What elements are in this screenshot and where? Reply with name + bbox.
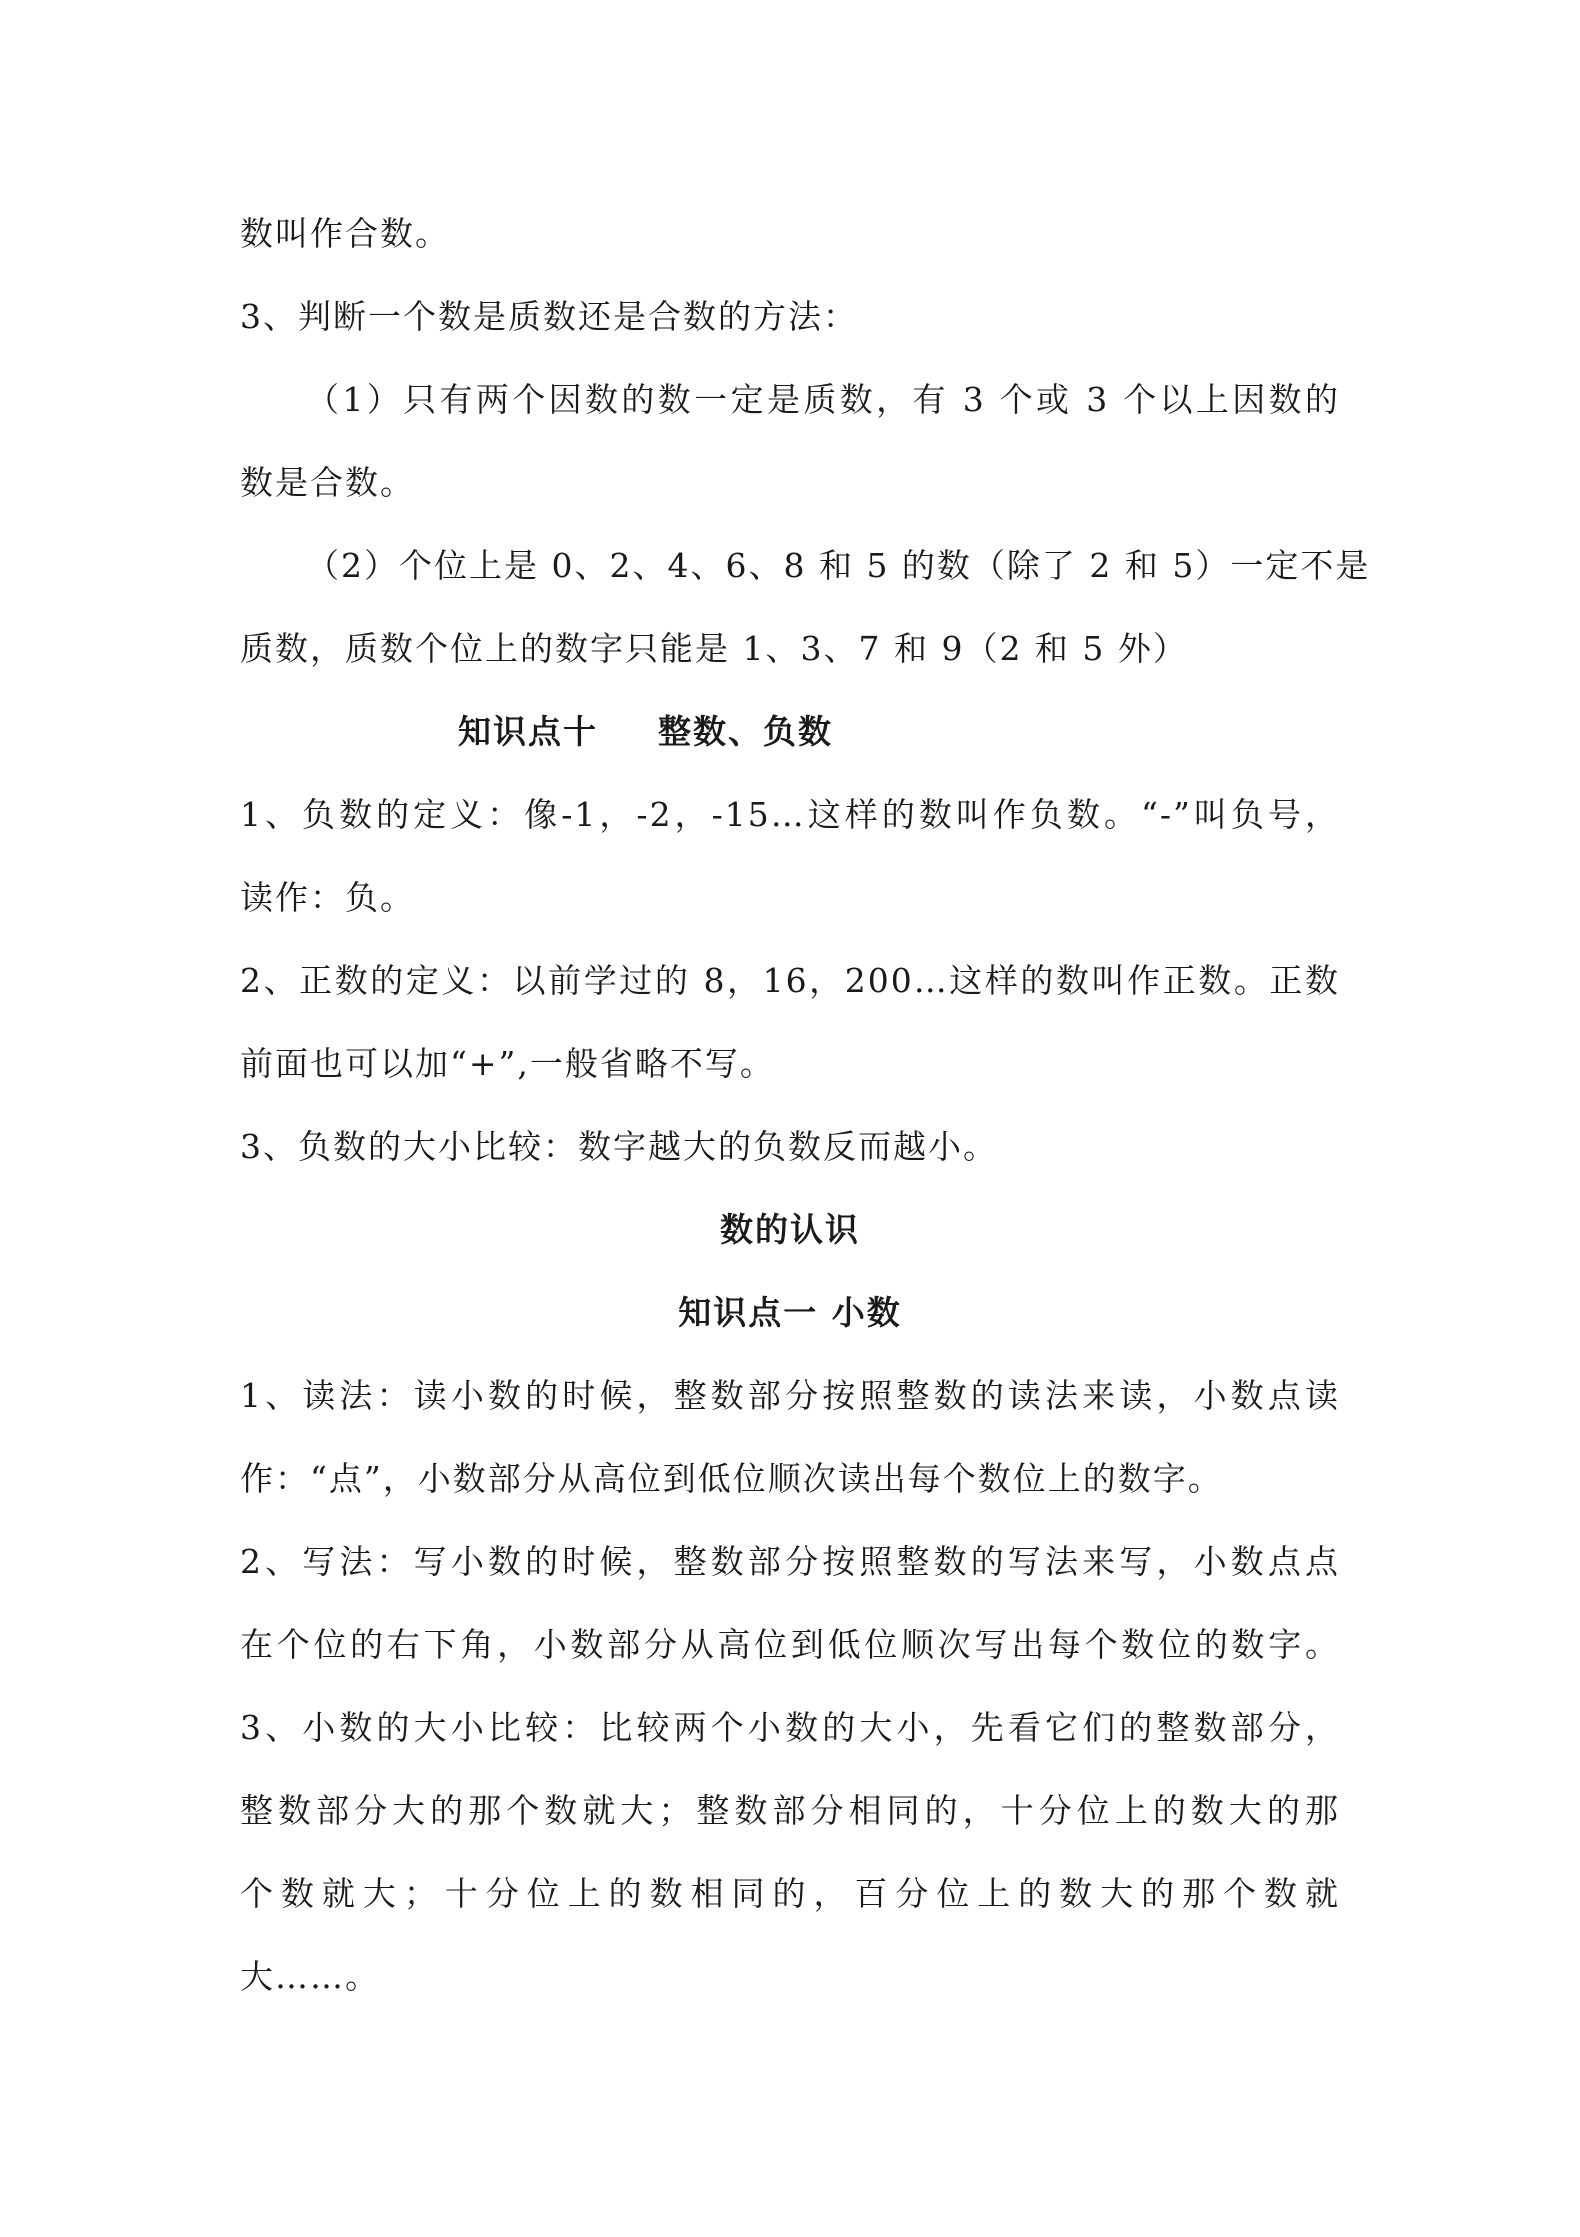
text-line: 在个位的右下角，小数部分从高位到低位顺次写出每个数位的数字。 [240, 1625, 1340, 1664]
document-body [240, 192, 1371, 2018]
chapter-heading: 数的认识 [720, 1210, 860, 1249]
section-heading-decimals: 知识点一 小数 [678, 1293, 902, 1332]
heading-part: 整数、负数 [658, 712, 833, 751]
text-line: 1、负数的定义：像-1，-2，-15…这样的数叫作负数。“-”叫负号， [240, 795, 1340, 834]
text-line: （1）只有两个因数的数一定是质数，有 3 个或 3 个以上因数的 [306, 380, 1340, 419]
text-line: 作：“点”，小数部分从高位到低位顺次读出每个数位上的数字。 [240, 1459, 1223, 1498]
text-line: 整数部分大的那个数就大；整数部分相同的，十分位上的数大的那 [240, 1791, 1340, 1830]
text-line: 1、读法：读小数的时候，整数部分按照整数的读法来读，小数点读 [240, 1376, 1340, 1415]
text-line: 2、正数的定义：以前学过的 8，16，200…这样的数叫作正数。正数 [240, 961, 1340, 1000]
text-line: 3、负数的大小比较：数字越大的负数反而越小。 [240, 1127, 998, 1166]
text-line: 读作：负。 [240, 878, 415, 917]
text-line: （2）个位上是 0、2、4、6、8 和 5 的数（除了 2 和 5）一定不是 [306, 546, 1371, 585]
text-line: 3、小数的大小比较：比较两个小数的大小，先看它们的整数部分， [240, 1708, 1340, 1747]
text-line: 数叫作合数。 [240, 214, 450, 253]
text-line: 个数就大；十分位上的数相同的，百分位上的数大的那个数就 [240, 1874, 1340, 1913]
heading-part: 知识点十 [458, 712, 598, 751]
text-line: 数是合数。 [240, 463, 415, 502]
text-line: 前面也可以加“+”,一般省略不写。 [240, 1044, 775, 1083]
text-line: 大……。 [240, 1957, 380, 1996]
text-line: 质数，质数个位上的数字只能是 1、3、7 和 9（2 和 5 外） [240, 629, 1188, 668]
section-heading-integers-negatives [240, 690, 1340, 773]
text-line: 2、写法：写小数的时候，整数部分按照整数的写法来写，小数点点 [240, 1542, 1340, 1581]
text-line: 3、判断一个数是质数还是合数的方法： [240, 297, 858, 336]
